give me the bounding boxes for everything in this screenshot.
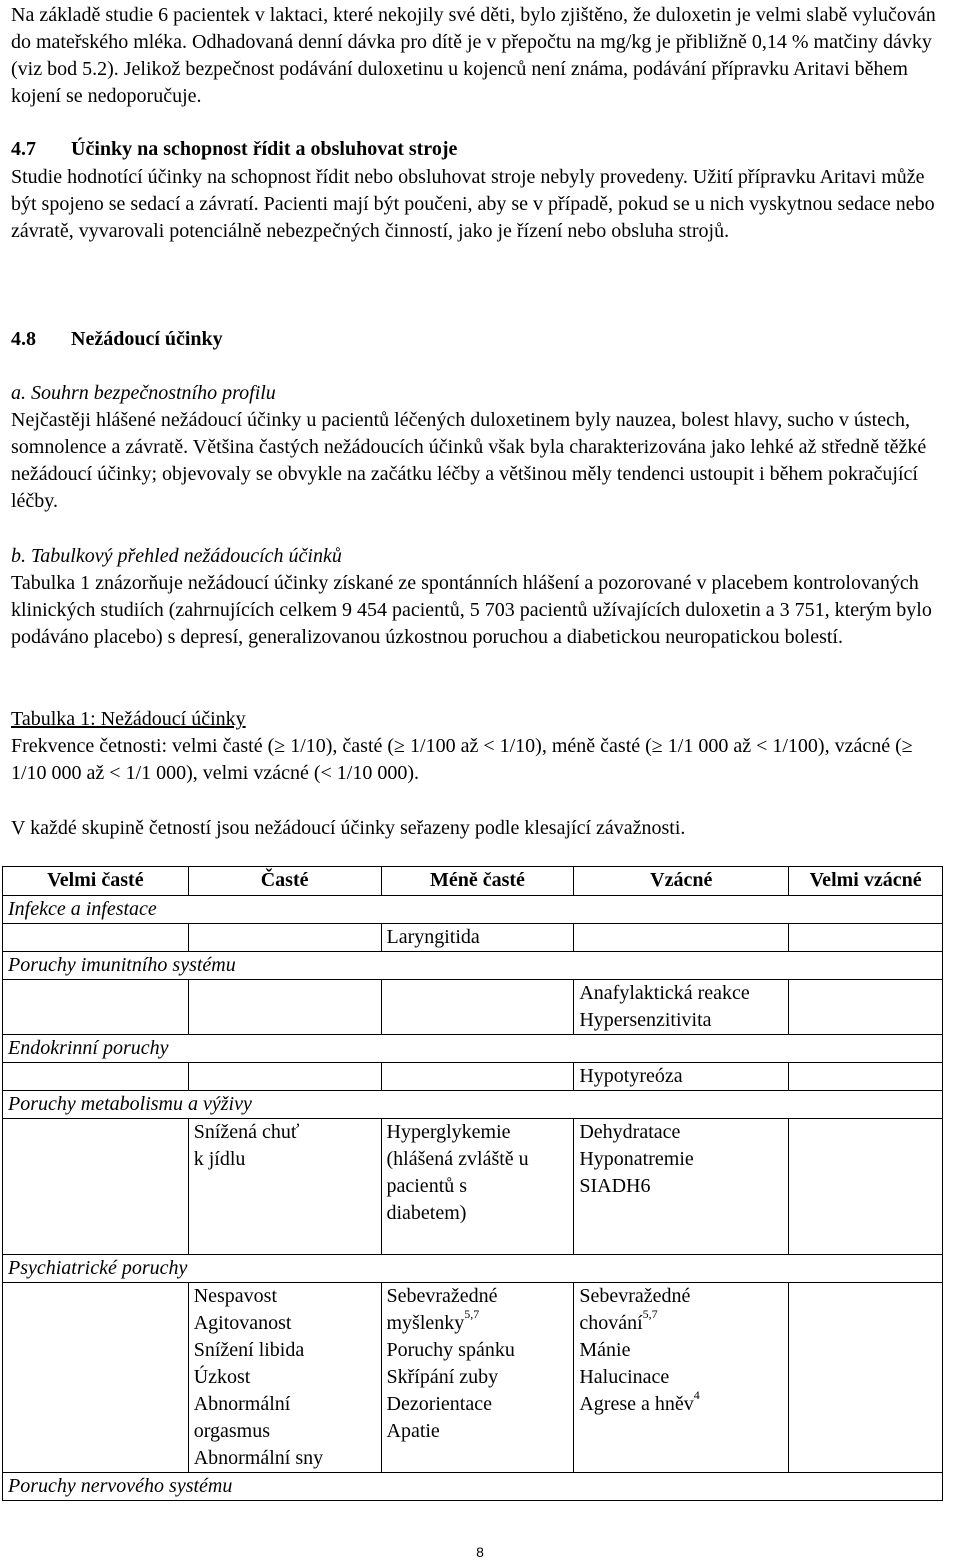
heading-number: 4.8	[11, 328, 36, 350]
cell-item: Abnormální	[193, 1393, 291, 1415]
table-row	[3, 1119, 943, 1255]
organ-class-label: Poruchy nervového systému	[3, 1473, 943, 1501]
paragraph-tabular-overview: Tabulka 1 znázorňuje nežádoucí účinky získané ze spontánních hlášení a pozorované v placebem kontrolovaných klinických studiích (zahrnujících celkem 9 454 pacientů, 5 703 pacientů užívajících duloxetin a 3 751, kterým bylo podáváno placebo) s depresí, generalizovanou úzkostnou poruchou a diabetickou neuropatickou bolestí.	[11, 572, 932, 648]
paragraph-safety-profile: Nejčastěji hlášené nežádoucí účinky u pacientů léčených duloxetinem byly nauzea, bolest hlavy, sucho v ústech, somnolence a závratě. Většina častých nežádoucích účinků však byla charakterizována jako lehké až středně těžké nežádoucí účinky; objevovaly se obvykle na začátku léčby a většinou měly tendenci ustoupit i během pokračující léčby.	[11, 409, 927, 512]
cell-item: Dezorientace	[386, 1393, 492, 1415]
cell-item: diabetem)	[386, 1202, 467, 1224]
table-row	[3, 1283, 943, 1473]
table-row	[3, 924, 943, 952]
table-row	[3, 1063, 943, 1091]
table-row	[3, 980, 943, 1035]
cell-item: Hypersenzitivita	[579, 1009, 712, 1031]
table-cell	[789, 1119, 943, 1255]
subheading-tabular-overview: b. Tabulkový přehled nežádoucích účinků	[11, 545, 342, 567]
cell-item: Mánie	[579, 1339, 631, 1361]
class-row	[3, 1255, 943, 1283]
footnote-ref: 5,7	[642, 1307, 658, 1321]
cell-item: Dehydratace	[579, 1121, 681, 1143]
paragraph-lactation: Na základě studie 6 pacientek v laktaci, které nekojily své děti, bylo zjištěno, že duloxetin je velmi slabě vylučován do mateřského mléka. Odhadovaná denní dávka pro dítě je v přepočtu na mg/kg je přibližně 0,14 % matčiny dávky (viz bod 5.2). Jelikož bezpečnost podávání duloxetinu u kojenců není známa, podávání přípravku Aritavi během kojení se nedoporučuje.	[11, 4, 936, 107]
frequency-definition: Frekvence četnosti: velmi časté (≥ 1/10), časté (≥ 1/100 až < 1/10), méně časté (≥ 1/1 000 až < 1/100), vzácné (≥ 1/10 000 až < 1/1 000), velmi vzácné (< 1/10 000).	[11, 735, 913, 784]
table-cell	[3, 980, 189, 1035]
organ-class-label: Psychiatrické poruchy	[3, 1255, 943, 1283]
table-cell	[188, 1119, 381, 1255]
table-cell	[3, 1283, 189, 1473]
cell-item-text: chování	[579, 1312, 643, 1334]
heading-number: 4.7	[11, 138, 36, 160]
class-row	[3, 1473, 943, 1501]
heading-title: Nežádoucí účinky	[71, 328, 223, 350]
paragraph-driving: Studie hodnotící účinky na schopnost řídit nebo obsluhovat stroje nebyly provedeny. Užití přípravku Aritavi může být spojeno se sedací a závratí. Pacienti mají být poučeni, aby se v případě, pokud se u nich vyskytnou sedace nebo závratě, vyvarovali potenciálně nebezpečných činností, jako je řízení nebo obsluha strojů.	[11, 166, 935, 242]
cell-item: Hypotyreóza	[579, 1065, 683, 1087]
adverse-effects-table	[2, 866, 943, 1501]
cell-item: Nespavost	[193, 1285, 278, 1307]
page-number: 8	[476, 1544, 484, 1560]
table-cell	[574, 1283, 789, 1473]
table-cell	[381, 924, 574, 952]
table-cell	[381, 1283, 574, 1473]
table-title: Tabulka 1: Nežádoucí účinky	[11, 708, 246, 730]
class-row	[3, 952, 943, 980]
table-cell	[574, 924, 789, 952]
organ-class-label: Poruchy imunitního systému	[3, 952, 943, 980]
table-cell	[381, 1063, 574, 1091]
class-row	[3, 1035, 943, 1063]
table-cell	[574, 980, 789, 1035]
subheading-safety-profile: a. Souhrn bezpečnostního profilu	[11, 382, 276, 404]
header-common: Časté	[188, 867, 381, 896]
cell-item: Apatie	[386, 1420, 440, 1442]
table-cell	[789, 924, 943, 952]
header-rare: Vzácné	[574, 867, 789, 896]
footnote-ref: 4	[693, 1388, 700, 1402]
table-cell	[3, 924, 189, 952]
cell-item: Sebevražedné	[579, 1285, 691, 1307]
table-cell	[789, 1063, 943, 1091]
cell-item	[579, 1388, 788, 1418]
table-cell	[188, 980, 381, 1035]
table-cell	[188, 1283, 381, 1473]
cell-item: (hlášená zvláště u	[386, 1148, 529, 1170]
table-cell	[574, 1063, 789, 1091]
footnote-ref: 5,7	[464, 1307, 480, 1321]
cell-item: k jídlu	[193, 1148, 246, 1170]
cell-item: Hyponatremie	[579, 1148, 694, 1170]
heading-4-7	[11, 136, 457, 163]
cell-item: Poruchy spánku	[386, 1339, 515, 1361]
table-cell	[188, 1063, 381, 1091]
table-cell	[381, 980, 574, 1035]
cell-item-text: myšlenky	[386, 1312, 465, 1334]
organ-class-label: Infekce a infestace	[3, 896, 943, 924]
cell-item: Laryngitida	[386, 926, 480, 948]
organ-class-label: Poruchy metabolismu a výživy	[3, 1091, 943, 1119]
organ-class-label: Endokrinní poruchy	[3, 1035, 943, 1063]
cell-item	[386, 1307, 574, 1337]
heading-title: Účinky na schopnost řídit a obsluhovat stroje	[71, 138, 458, 160]
cell-item: Sebevražedné	[386, 1285, 498, 1307]
table-cell	[574, 1119, 789, 1255]
cell-item: Snížení libida	[193, 1339, 305, 1361]
table-cell	[188, 924, 381, 952]
cell-item: pacientů s	[386, 1175, 468, 1197]
table-cell	[789, 1283, 943, 1473]
table-cell	[789, 980, 943, 1035]
header-very-rare: Velmi vzácné	[789, 867, 943, 896]
cell-item: Skřípání zuby	[386, 1366, 499, 1388]
cell-item: Úzkost	[193, 1366, 251, 1388]
class-row	[3, 896, 943, 924]
table-cell	[3, 1119, 189, 1255]
class-row	[3, 1091, 943, 1119]
cell-item: Abnormální sny	[193, 1447, 324, 1469]
table-header-row	[3, 867, 943, 896]
ordering-note: V každé skupině četností jsou nežádoucí účinky seřazeny podle klesající závažnosti.	[11, 817, 686, 839]
cell-item: SIADH6	[579, 1175, 651, 1197]
cell-item	[579, 1307, 788, 1337]
cell-item: Agitovanost	[193, 1312, 292, 1334]
cell-item: Hyperglykemie	[386, 1121, 511, 1143]
header-very-common: Velmi časté	[3, 867, 189, 896]
cell-item: orgasmus	[193, 1420, 271, 1442]
cell-item: Snížená chuť	[193, 1121, 300, 1143]
cell-item: Halucinace	[579, 1366, 670, 1388]
table-cell	[3, 1063, 189, 1091]
table-cell	[381, 1119, 574, 1255]
cell-item: Anafylaktická reakce	[579, 982, 750, 1004]
heading-4-8	[11, 326, 223, 353]
cell-item-text: Agrese a hněv	[579, 1393, 694, 1415]
header-uncommon: Méně časté	[381, 867, 574, 896]
